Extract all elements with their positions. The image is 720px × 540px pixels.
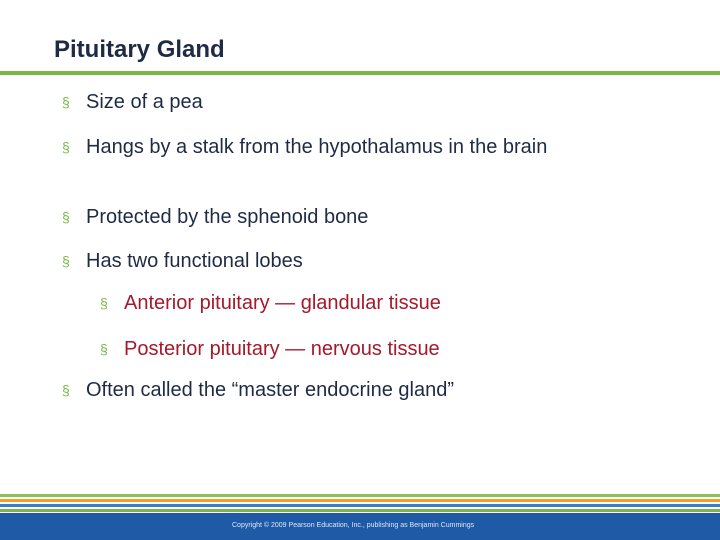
bullet-marker-icon: § (100, 295, 108, 311)
bullet-marker-icon: § (62, 94, 70, 110)
bullet-text: Size of a pea (86, 91, 203, 113)
bullet-marker-icon: § (62, 209, 70, 225)
bullet-text: Protected by the sphenoid bone (86, 206, 369, 228)
footer-stripe-orange (0, 499, 720, 502)
slide-title: Pituitary Gland (54, 36, 225, 63)
bullet-marker-icon: § (62, 253, 70, 269)
bullet-text: Hangs by a stalk from the hypothalamus in the brain (86, 136, 548, 158)
bullet-text: Has two functional lobes (86, 250, 303, 272)
footer-stripe-blue (0, 504, 720, 507)
footer-stripe-green-2 (0, 509, 720, 512)
bullet-marker-icon: § (62, 139, 70, 155)
sub-bullet-text: Anterior pituitary — glandular tissue (124, 292, 441, 314)
bullet-marker-icon: § (100, 341, 108, 357)
copyright-text: Copyright © 2009 Pearson Education, Inc., publishing as Benjamin Cummings (232, 522, 475, 529)
sub-bullet-item (100, 337, 660, 362)
sub-bullet-text: Posterior pituitary — nervous tissue (124, 338, 440, 360)
footer-stripes (0, 494, 720, 512)
bullet-item (62, 135, 652, 160)
bullet-item (62, 90, 652, 115)
bullet-text: Often called the “master endocrine gland” (86, 379, 454, 401)
bullet-item (62, 249, 652, 274)
footer-stripe-green (0, 494, 720, 497)
bullet-item (62, 378, 652, 403)
bullet-item (62, 205, 652, 230)
sub-bullet-item (100, 291, 660, 316)
bullet-marker-icon: § (62, 382, 70, 398)
